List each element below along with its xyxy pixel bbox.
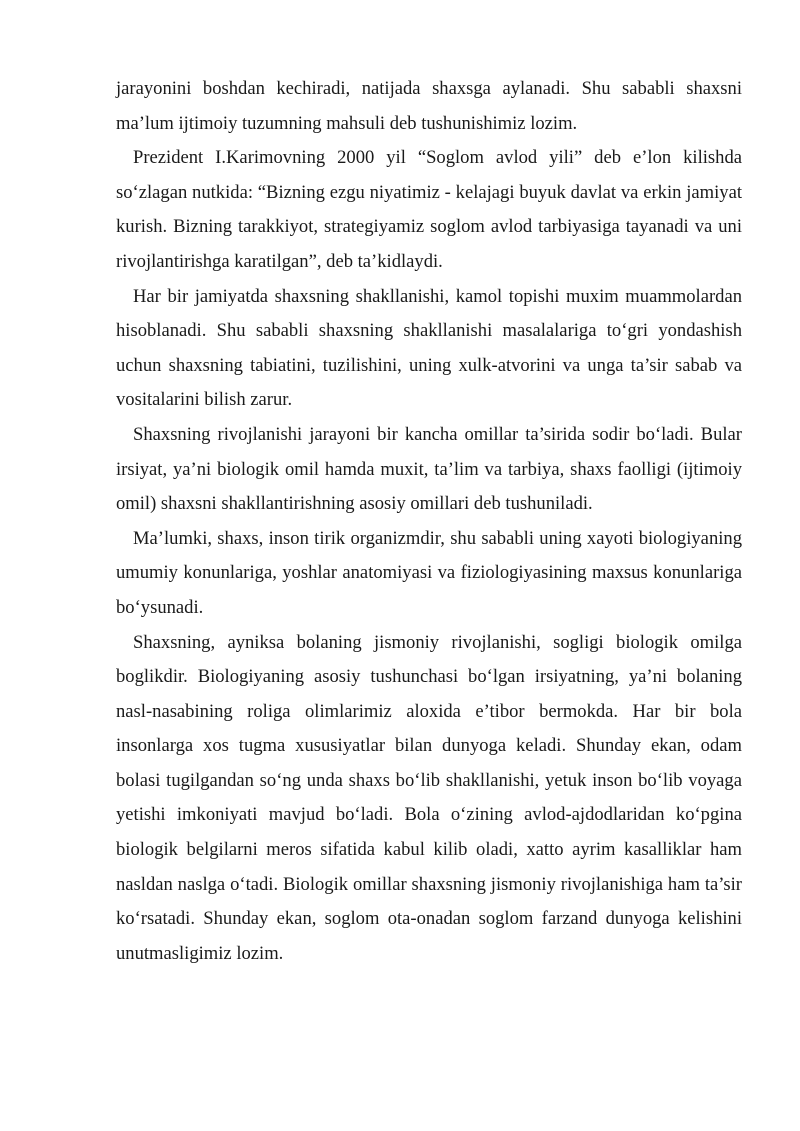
paragraph-3: Har bir jamiyatda shaxsning shakllanishi, kamol topishi muxim muammolardan hisoblanadi. Shu sababli shaxsning shakllanishi masalalariga to‘gri yondashish uchun shaxsning tabiatini, tuzilishini, uning xulk-atvorini va unga ta’sir sabab va vositalarini bilish zarur. bbox=[116, 285, 742, 411]
paragraph-5: Ma’lumki, shaxs, inson tirik organizmdir, shu sababli uning xayoti biologiyaning umumiy konunlariga, yoshlar anatomiyasi va fiziologiyasining maxsus konunlariga bo‘ysunadi. bbox=[116, 527, 742, 618]
paragraph-1: jarayonini boshdan kechiradi, natijada shaxsga aylanadi. Shu sababli shaxsni ma’lum ijtimoiy tuzumning mahsuli deb tushunishimiz lozim. bbox=[116, 78, 742, 134]
paragraph-6: Shaxsning, ayniksa bolaning jismoniy rivojlanishi, sogligi biologik omilga boglikdir. Biologiyaning asosiy tushunchasi bo‘lgan irsiyatning, ya’ni bolaning nasl-nasabining roliga olimlarimiz aloxida e’tibor bermokda. Har bir bola insonlarga xos tugma xususiyatlar bilan dunyoga keladi. Shunday ekan, odam bolasi tugilgandan so‘ng unda shaxs bo‘lib shakllanishi, yetuk inson bo‘lib voyaga yetishi imkoniyati mavjud bo‘ladi. Bola o‘zining avlod-ajdodlaridan ko‘pgina biologik belgilarni meros sifatida kabul kilib oladi, xatto ayrim kasalliklar ham nasldan naslga o‘tadi. Biologik omillar shaxsning jismoniy rivojlanishiga ham ta’sir ko‘rsatadi. Shunday ekan, soglom ota-onadan soglom farzand dunyoga kelishini unutmasligimiz lozim. bbox=[116, 631, 742, 964]
paragraph-2: Prezident I.Karimovning 2000 yil “Soglom avlod yili” deb e’lon kilishda so‘zlagan nutkida: “Bizning ezgu niyatimiz - kelajagi buyuk davlat va erkin jamiyat kurish. Bizning tarakkiyot, strategiyamiz soglom avlod tarbiyasiga tayanadi va uni rivojlantirishga karatilgan”, deb ta’kidlaydi. bbox=[116, 147, 742, 272]
document-page bbox=[116, 72, 742, 971]
paragraph-4: Shaxsning rivojlanishi jarayoni bir kancha omillar ta’sirida sodir bo‘ladi. Bular irsiyat, ya’ni biologik omil hamda muxit, ta’lim va tarbiya, shaxs faolligi (ijtimoiy omil) shaxsni shakllantirishning asosiy omillari deb tushuniladi. bbox=[116, 423, 742, 515]
